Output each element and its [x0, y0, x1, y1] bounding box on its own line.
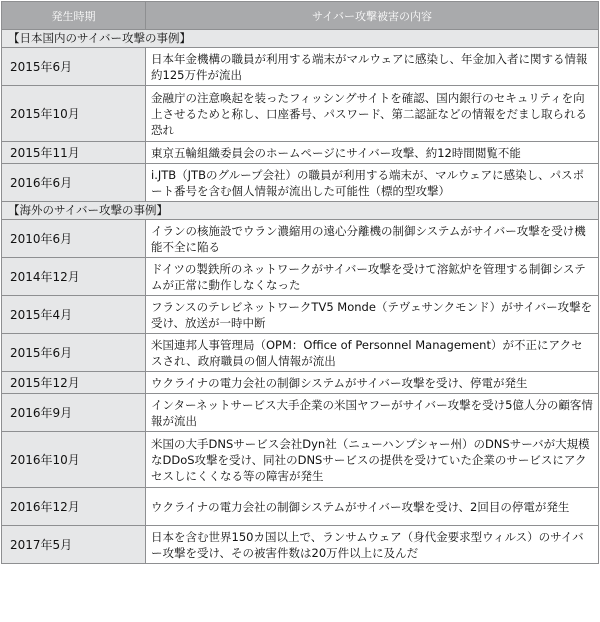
row-date: 2015年10月: [2, 86, 146, 142]
row-date: 2016年6月: [2, 164, 146, 202]
table-row: [2, 164, 599, 202]
header-date: 発生時期: [2, 2, 146, 30]
row-content: イランの核施設でウラン濃縮用の遠心分離機の制御システムがサイバー攻撃を受け機能不全に陥る: [146, 220, 599, 258]
row-content: 東京五輪組織委員会のホームページにサイバー攻撃、約12時間閲覧不能: [146, 142, 599, 164]
row-date: 2016年12月: [2, 488, 146, 526]
section-title: 【海外のサイバー攻撃の事例】: [2, 202, 599, 220]
row-content: 日本を含む世界150カ国以上で、ランサムウェア（身代金要求型ウィルス）のサイバー攻撃を受け、その被害件数は20万件以上に及んだ: [146, 526, 599, 564]
row-content: ウクライナの電力会社の制御システムがサイバー攻撃を受け、2回目の停電が発生: [146, 488, 599, 526]
table-row: [2, 86, 599, 142]
row-date: 2015年12月: [2, 372, 146, 394]
table-row: [2, 394, 599, 432]
table-row: [2, 296, 599, 334]
row-date: 2015年4月: [2, 296, 146, 334]
row-content: インターネットサービス大手企業の米国ヤフーがサイバー攻撃を受け5億人分の顧客情報が流出: [146, 394, 599, 432]
table-row: [2, 372, 599, 394]
table-row: [2, 334, 599, 372]
row-content: フランスのテレビネットワークTV5 Monde（テヴェサンクモンド）がサイバー攻撃を受け、放送が一時中断: [146, 296, 599, 334]
table-row: [2, 258, 599, 296]
header-content: サイバー攻撃被害の内容: [146, 2, 599, 30]
row-date: 2016年9月: [2, 394, 146, 432]
row-content: i.JTB（JTBのグループ会社）の職員が利用する端末が、マルウェアに感染し、パスポート番号を含む個人情報が流出した可能性（標的型攻撃）: [146, 164, 599, 202]
row-content: 金融庁の注意喚起を装ったフィッシングサイトを確認、国内銀行のセキュリティを向上させるためと称し、口座番号、パスワード、第二認証などの情報をだまし取られる恐れ: [146, 86, 599, 142]
row-content: 日本年金機構の職員が利用する端末がマルウェアに感染し、年金加入者に関する情報約125万件が流出: [146, 48, 599, 86]
row-date: 2014年12月: [2, 258, 146, 296]
row-content: ウクライナの電力会社の制御システムがサイバー攻撃を受け、停電が発生: [146, 372, 599, 394]
row-content: 米国連邦人事管理局（OPM：Office of Personnel Management）が不正にアクセスされ、政府職員の個人情報が流出: [146, 334, 599, 372]
row-date: 2015年6月: [2, 48, 146, 86]
section-overseas: [2, 202, 599, 220]
row-date: 2016年10月: [2, 432, 146, 488]
row-date: 2015年11月: [2, 142, 146, 164]
section-title: 【日本国内のサイバー攻撃の事例】: [2, 30, 599, 48]
row-content: ドイツの製鉄所のネットワークがサイバー攻撃を受けて溶鉱炉を管理する制御システムが正常に動作しなくなった: [146, 258, 599, 296]
row-content: 米国の大手DNSサービス会社Dyn社（ニューハンプシャー州）のDNSサーバが大規模なDDoS攻撃を受け、同社のDNSサービスの提供を受けていた企業のサービスにアクセスしにくくなる等の障害が発生: [146, 432, 599, 488]
header-row: [2, 2, 599, 30]
table-row: [2, 48, 599, 86]
section-domestic: [2, 30, 599, 48]
row-date: 2015年6月: [2, 334, 146, 372]
table-row: [2, 142, 599, 164]
table-row: [2, 220, 599, 258]
table-row: [2, 526, 599, 564]
table-row: [2, 488, 599, 526]
row-date: 2017年5月: [2, 526, 146, 564]
row-date: 2010年6月: [2, 220, 146, 258]
cyber-attack-table: [1, 1, 599, 564]
table-row: [2, 432, 599, 488]
